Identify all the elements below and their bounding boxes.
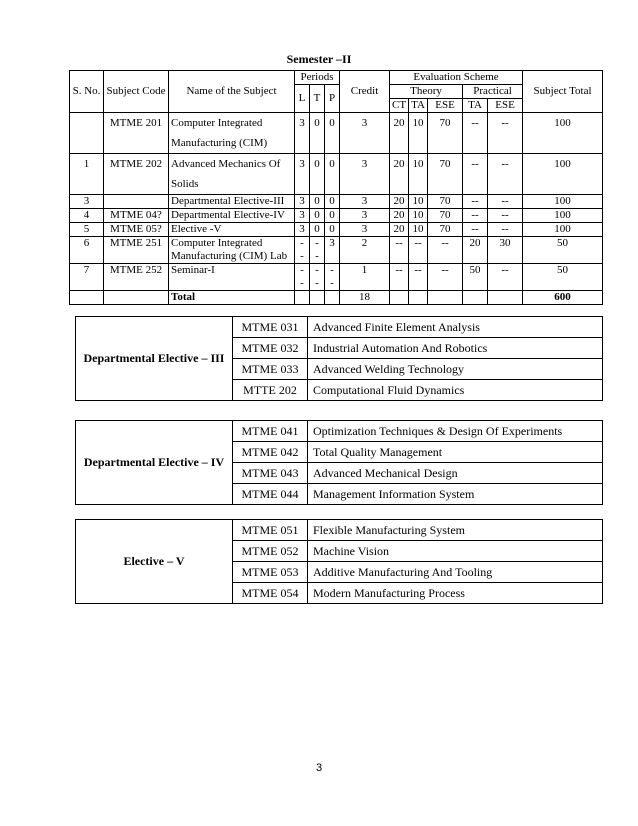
table-row: [70, 154, 603, 195]
cell-l: 3: [295, 195, 310, 209]
cell-credit: 1: [340, 264, 390, 291]
elective-name: Additive Manufacturing And Tooling: [308, 562, 603, 583]
cell-t: 0: [310, 223, 325, 237]
elective-group-label: Elective – V: [76, 520, 233, 604]
table-row: [70, 264, 603, 291]
cell-total: 50: [523, 264, 603, 291]
cell-ct: --: [390, 264, 409, 291]
cell-credit: 3: [340, 209, 390, 223]
cell-pese: --: [488, 195, 523, 209]
elective-code: MTME 051: [233, 520, 308, 541]
cell-sno: 6: [70, 237, 104, 264]
total-marks: 600: [523, 291, 603, 305]
cell-pta: --: [463, 223, 488, 237]
cell-total: 100: [523, 209, 603, 223]
elective-name: Management Information System: [308, 484, 603, 505]
cell-t: - -: [310, 264, 325, 291]
cell-name: Elective -V: [169, 223, 295, 237]
table-row: [70, 195, 603, 209]
cell-credit: 3: [340, 223, 390, 237]
header-subject-code: Subject Code: [104, 71, 169, 113]
cell-l: 3: [295, 209, 310, 223]
cell-name: Seminar-I: [169, 264, 295, 291]
page-number: 3: [315, 762, 323, 774]
header-periods: Periods: [295, 71, 340, 85]
elective-row: [76, 421, 603, 442]
table-row: [70, 223, 603, 237]
cell-p: - -: [325, 264, 340, 291]
table-row: [70, 237, 603, 264]
cell-t: 0: [310, 113, 325, 154]
cell-ese: 70: [428, 113, 463, 154]
elective-code: MTME 041: [233, 421, 308, 442]
elective-code: MTME 054: [233, 583, 308, 604]
cell-ta: 10: [409, 195, 428, 209]
cell-ct: --: [390, 237, 409, 264]
header-ct: CT: [390, 99, 409, 113]
header-row-1: [70, 71, 603, 85]
elective-name: Modern Manufacturing Process: [308, 583, 603, 604]
elective-name: Advanced Finite Element Analysis: [308, 317, 603, 338]
cell-credit: 3: [340, 113, 390, 154]
elective-name: Computational Fluid Dynamics: [308, 380, 603, 401]
cell-total: 50: [523, 237, 603, 264]
cell-ct: 20: [390, 209, 409, 223]
cell-pese: --: [488, 223, 523, 237]
header-credit: Credit: [340, 71, 390, 113]
cell-sno: [70, 113, 104, 154]
cell-sno: 4: [70, 209, 104, 223]
cell-ese: --: [428, 237, 463, 264]
cell-code: MTME 05?: [104, 223, 169, 237]
header-sno: S. No.: [70, 71, 104, 113]
cell-ct: 20: [390, 113, 409, 154]
elective-code: MTME 043: [233, 463, 308, 484]
cell-code: MTME 251: [104, 237, 169, 264]
cell-total: 100: [523, 154, 603, 195]
header-practical: Practical: [463, 85, 523, 99]
elective-code: MTME 044: [233, 484, 308, 505]
cell-pta: --: [463, 113, 488, 154]
cell-ese: 70: [428, 154, 463, 195]
cell-l: - -: [295, 237, 310, 264]
cell-total: 100: [523, 223, 603, 237]
cell-ta: 10: [409, 223, 428, 237]
cell-name: Computer Integrated Manufacturing (CIM) Lab: [169, 237, 295, 264]
cell-ct: 20: [390, 195, 409, 209]
header-practical-ese: ESE: [488, 99, 523, 113]
elective-name: Industrial Automation And Robotics: [308, 338, 603, 359]
cell-l: 3: [295, 113, 310, 154]
cell-t: - -: [310, 237, 325, 264]
elective-code: MTME 032: [233, 338, 308, 359]
elective-group-label: Departmental Elective – III: [76, 317, 233, 401]
cell-ta: 10: [409, 209, 428, 223]
cell-p: 0: [325, 209, 340, 223]
elective-code: MTME 053: [233, 562, 308, 583]
cell-l: 3: [295, 223, 310, 237]
elective-name: Optimization Techniques & Design Of Experiments: [308, 421, 603, 442]
cell-ese: 70: [428, 209, 463, 223]
elective-code: MTTE 202: [233, 380, 308, 401]
elective-group-label: Departmental Elective – IV: [76, 421, 233, 505]
elective-table-iii: [75, 316, 603, 401]
cell-name: Departmental Elective-III: [169, 195, 295, 209]
elective-name: Total Quality Management: [308, 442, 603, 463]
elective-table-iv: [75, 420, 603, 505]
elective-code: MTME 052: [233, 541, 308, 562]
cell-p: 3: [325, 237, 340, 264]
header-ese: ESE: [428, 99, 463, 113]
cell-ct: 20: [390, 154, 409, 195]
header-practical-ta: TA: [463, 99, 488, 113]
total-row: [70, 291, 603, 305]
cell-pese: --: [488, 209, 523, 223]
cell-sno: 7: [70, 264, 104, 291]
cell-code: [104, 195, 169, 209]
cell-sno: 1: [70, 154, 104, 195]
cell-t: 0: [310, 195, 325, 209]
cell-credit: 3: [340, 154, 390, 195]
cell-code: MTME 04?: [104, 209, 169, 223]
cell-pta: --: [463, 209, 488, 223]
cell-code: MTME 201: [104, 113, 169, 154]
elective-code: MTME 042: [233, 442, 308, 463]
cell-ese: 70: [428, 223, 463, 237]
cell-t: 0: [310, 209, 325, 223]
elective-name: Advanced Welding Technology: [308, 359, 603, 380]
cell-ese: 70: [428, 195, 463, 209]
cell-pta: --: [463, 154, 488, 195]
cell-name: Departmental Elective-IV: [169, 209, 295, 223]
elective-code: MTME 033: [233, 359, 308, 380]
header-subject-name: Name of the Subject: [169, 71, 295, 113]
cell-name: Computer Integrated Manufacturing (CIM): [169, 113, 295, 154]
header-p: P: [325, 85, 340, 113]
cell-total: 100: [523, 195, 603, 209]
cell-ta: 10: [409, 154, 428, 195]
header-l: L: [295, 85, 310, 113]
cell-total: 100: [523, 113, 603, 154]
header-evaluation-scheme: Evaluation Scheme: [390, 71, 523, 85]
cell-p: 0: [325, 113, 340, 154]
cell-ta: --: [409, 264, 428, 291]
cell-pese: --: [488, 113, 523, 154]
cell-pta: 50: [463, 264, 488, 291]
cell-pta: 20: [463, 237, 488, 264]
cell-ese: --: [428, 264, 463, 291]
header-subject-total: Subject Total: [523, 71, 603, 113]
table-row: [70, 113, 603, 154]
elective-name: Flexible Manufacturing System: [308, 520, 603, 541]
cell-name: Advanced Mechanics Of Solids: [169, 154, 295, 195]
cell-l: 3: [295, 154, 310, 195]
semester-title: Semester –II: [286, 52, 352, 66]
elective-row: [76, 317, 603, 338]
elective-name: Advanced Mechanical Design: [308, 463, 603, 484]
cell-credit: 3: [340, 195, 390, 209]
header-theory: Theory: [390, 85, 463, 99]
cell-code: MTME 252: [104, 264, 169, 291]
cell-pese: --: [488, 154, 523, 195]
cell-ta: --: [409, 237, 428, 264]
cell-p: 0: [325, 154, 340, 195]
cell-l: - -: [295, 264, 310, 291]
cell-p: 0: [325, 223, 340, 237]
total-label: Total: [169, 291, 295, 305]
elective-code: MTME 031: [233, 317, 308, 338]
header-ta: TA: [409, 99, 428, 113]
cell-p: 0: [325, 195, 340, 209]
cell-ct: 20: [390, 223, 409, 237]
cell-code: MTME 202: [104, 154, 169, 195]
semester-course-table: [69, 70, 603, 305]
elective-name: Machine Vision: [308, 541, 603, 562]
cell-pese: --: [488, 264, 523, 291]
table-row: [70, 209, 603, 223]
elective-table-v: [75, 519, 603, 604]
elective-row: [76, 520, 603, 541]
total-credit: 18: [340, 291, 390, 305]
cell-credit: 2: [340, 237, 390, 264]
cell-pese: 30: [488, 237, 523, 264]
cell-pta: --: [463, 195, 488, 209]
course-rows: [70, 113, 603, 291]
cell-sno: 5: [70, 223, 104, 237]
cell-t: 0: [310, 154, 325, 195]
cell-ta: 10: [409, 113, 428, 154]
header-t: T: [310, 85, 325, 113]
cell-sno: 3: [70, 195, 104, 209]
